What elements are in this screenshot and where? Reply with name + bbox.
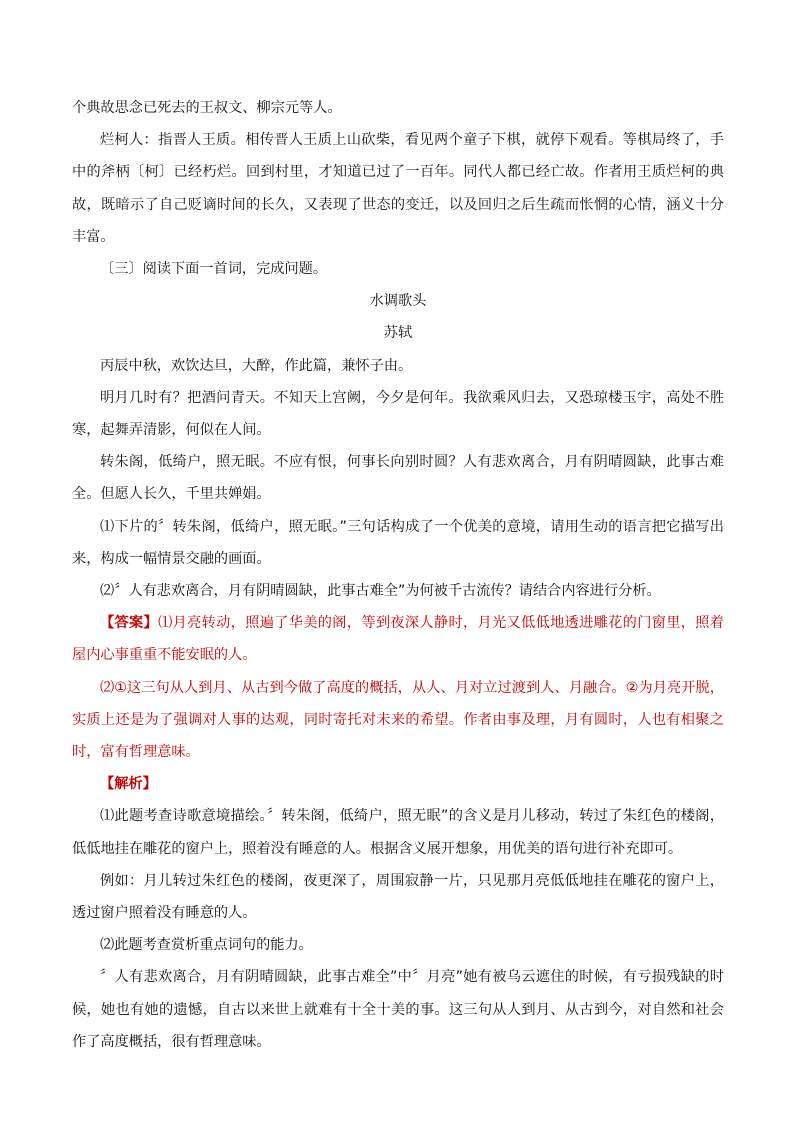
paragraph-lanke-note: 烂柯人：指晋人王质。相传晋人王质上山砍柴，看见两个童子下棋，就停下观看。等棋局终了，手中的斧柄〔柯〕已经朽烂。回到村里，才知道已过了一百年。同代人都已经亡故。作者用王质烂柯的典故，既暗示了自己贬谪时间的长久，又表现了世态的变迁，以及回归之后生疏而怅惘的心情，涵义十分丰富。 (72, 132, 724, 245)
section-heading-three: 〔三〕阅读下面一首词，完成问题。 (100, 261, 328, 278)
poem-author: 苏轼 (383, 325, 413, 342)
analysis-label-line (72, 768, 724, 800)
analysis-label: 【解析】 (100, 776, 157, 793)
answer-1-text: ⑴月亮转动，照遍了华美的阁，等到夜深人静时，月光又低低地透进雕花的门窗里，照着屋内心事重重不能安眠的人。 (72, 615, 724, 664)
analysis-paragraph-3: 〞人有悲欢离合，月有阴晴圆缺，此事古难全”中〞月亮”她有被乌云遮住的时候，有亏损残缺的时候，她也有她的遗憾，自古以来世上就难有十全十美的事。这三句从人到月、从古到今，对自然和社会作了高度概括，很有哲理意味。 (72, 969, 724, 1050)
analysis-paragraph-1: ⑴此题考查诗歌意境描绘。〞转朱阁，低绮户，照无眠”的含义是月儿移动，转过了朱红色的楼阁，低低地挂在雕花的窗户上，照着没有睡意的人。根据含义展开想象，用优美的语句进行补充即可。 (72, 808, 724, 857)
question-1: ⑴下片的〞转朱阁，低绮户，照无眠。”三句话构成了一个优美的意境，请用生动的语言把它描写出来，构成一幅情景交融的画面。 (72, 518, 724, 567)
poem-preface: 丙辰中秋，欢饮达旦，大醉，作此篇，兼怀子由。 (100, 357, 413, 374)
poem-title: 水调歌头 (369, 293, 427, 310)
poem-stanza-1: 明月几时有？把酒问青天。不知天上宫阙，今夕是何年。我欲乘风归去，又恐琼楼玉宇，高处不胜寒，起舞弄清影，何似在人间。 (72, 389, 724, 439)
answer-paragraph-2: ⑵①这三句从人到月、从古到今做了高度的概括，从人、月对立过渡到人、月融合。②为月亮开脱，实质上还是为了强调对人事的达观，同时寄托对未来的希望。作者由事及理，月有圆时，人也有相聚之时，富有哲理意味。 (72, 679, 724, 761)
analysis-paragraph-2: ⑵此题考查赏析重点词句的能力。 (100, 937, 313, 954)
poem-stanza-2: 转朱阁，低绮户，照无眠。不应有恨，何事长向别时圆？人有悲欢离合，月有阴晴圆缺，此事古难全。但愿人长久，千里共婵娟。 (72, 454, 724, 503)
analysis-example: 例如：月儿转过朱红色的楼阁，夜更深了，周围寂静一片，只见那月亮低低地挂在雕花的窗户上，透过窗户照着没有睡意的人。 (72, 872, 724, 922)
answer-paragraph-1 (72, 607, 724, 671)
paragraph-continuation: 个典故思念已死去的王叔文、柳宗元等人。 (72, 100, 342, 116)
document-page (72, 92, 724, 1058)
answer-label: 【答案】 (100, 615, 159, 632)
question-2: ⑵〞人有悲欢离合，月有阴晴圆缺，此事古难全”为何被千古流传？请结合内容进行分析。 (100, 583, 661, 600)
